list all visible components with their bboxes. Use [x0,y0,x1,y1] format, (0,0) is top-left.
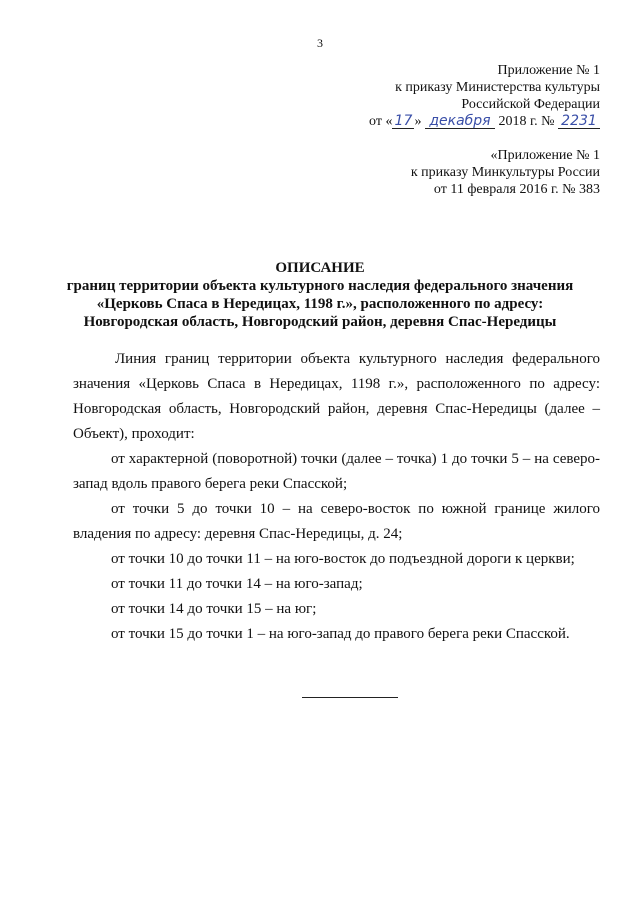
boundary-segment-2: от точки 5 до точки 10 – на северо-восток по южной границе жилого владения по адресу: деревня Спас-Нередицы, д. 24; [73,501,600,542]
appendix-order-block [369,62,600,130]
date-prefix: от « [369,114,393,129]
original-appendix-ministry: к приказу Минкультуры России [410,165,600,180]
handwritten-day: 17 [392,114,414,129]
handwritten-number: 2231 [558,114,600,129]
appendix-date-line [369,113,600,130]
page-number: 3 [317,36,323,50]
title-line-3: Новгородская область, Новгородский район, деревня Спас-Нередицы [83,314,557,330]
appendix-title: Приложение № 1 [497,63,600,78]
boundary-segment-6: от точки 15 до точки 1 – на юго-запад до правого берега реки Спасской. [111,626,570,642]
boundary-segment-4: от точки 11 до точки 14 – на юго-запад; [111,576,363,592]
original-appendix-title: «Приложение № 1 [490,148,600,163]
title-line-2: «Церковь Спаса в Нередицах, 1198 г.», расположенного по адресу: [96,296,544,312]
date-year: 2018 г. № [498,114,555,129]
boundary-segment-5: от точки 14 до точки 15 – на юг; [111,601,317,617]
title-heading: ОПИСАНИЕ [275,260,365,276]
appendix-ministry: к приказу Министерства культуры [395,80,600,95]
boundary-segment-1: от характерной (поворотной) точки (далее – точка) 1 до точки 5 – на северо-запад вдоль правого берега реки Спасской; [73,451,600,492]
appendix-federation: Российской Федерации [461,97,600,112]
handwritten-month: декабря [425,114,495,129]
closing-rule [302,697,398,698]
intro-paragraph: Линия границ территории объекта культурного наследия федерального значения «Церковь Спаса в Нередицах, 1198 г.», расположенного по адресу: Новгородская область, Новгородский район, деревня Спас-Нередицы (далее – Объект), проходит: [73,351,600,442]
title-line-1: границ территории объекта культурного наследия федерального значения [66,278,574,294]
date-quote-close: » [414,114,422,129]
document-title [40,259,600,331]
description-body [73,347,600,647]
boundary-segment-3: от точки 10 до точки 11 – на юго-восток до подъездной дороги к церкви; [111,551,575,567]
appendix-original-block [411,147,600,198]
original-appendix-date: от 11 февраля 2016 г. № 383 [433,182,600,197]
